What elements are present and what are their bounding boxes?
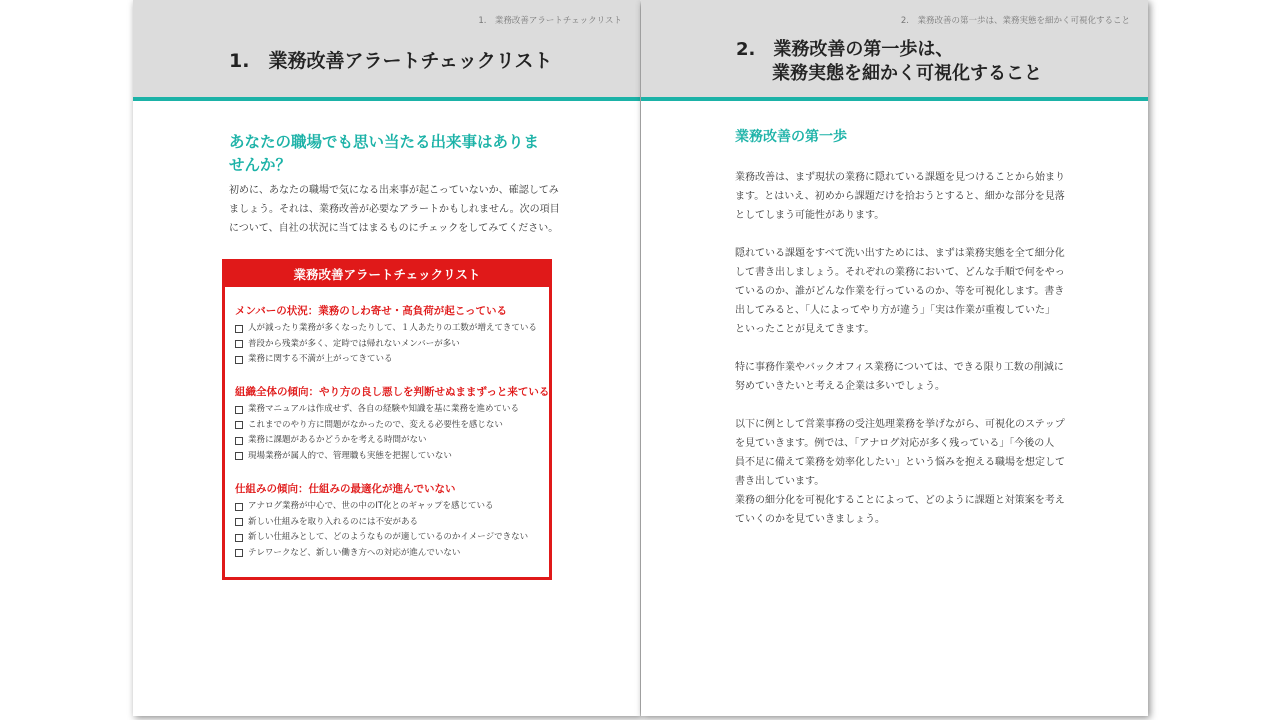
right-running-head: 2. 業務改善の第一歩は、業務実態を細かく可視化すること: [900, 16, 1130, 26]
checklist-item[interactable]: [235, 546, 541, 562]
question-line-2: せんか？: [229, 156, 292, 174]
checkbox-icon[interactable]: [235, 549, 243, 557]
right-page-title: [736, 38, 1042, 86]
checklist-item[interactable]: [235, 499, 541, 515]
left-page-header: [133, 0, 640, 101]
checkbox-icon[interactable]: [235, 503, 243, 511]
checklist-item-label: 人が減ったり業務が多くなったりして、１人あたりの工数が増えてきている: [248, 323, 537, 333]
right-title-line-1: 2. 業務改善の第一歩は、: [736, 39, 954, 60]
checklist-section-organization: [235, 384, 550, 464]
checkbox-icon[interactable]: [235, 518, 243, 526]
paragraph: [735, 168, 1135, 225]
paragraph: [735, 358, 1135, 396]
checklist-section-heading: メンバーの状況：業務のしわ寄せ・高負荷が起こっている: [235, 305, 508, 317]
checklist-item[interactable]: [235, 402, 541, 418]
checkbox-icon[interactable]: [235, 452, 243, 460]
checklist-item-label: アナログ業務が中心で、世の中のIT化とのギャップを感じている: [248, 501, 494, 511]
paragraph-line: 員不足に備えて業務を効率化したい」という悩みを抱える職場を想定して: [735, 457, 1065, 468]
paragraph-line: ます。とはいえ、初めから課題だけを拾おうとすると、細かな部分を見落: [735, 191, 1065, 202]
alert-checklist-box: [222, 259, 552, 580]
checklist-title: 業務改善アラートチェックリスト: [225, 262, 549, 287]
paragraph-line: としてしまう可能性があります。: [735, 210, 885, 221]
paragraph-line: 以下に例として営業事務の受注処理業務を挙げながら、可視化のステップ: [735, 419, 1065, 430]
right-page: [641, 0, 1148, 716]
paragraph-line: といったことが見えてきます。: [735, 324, 875, 335]
right-body: [735, 168, 1135, 529]
checklist-item[interactable]: [235, 433, 541, 449]
checklist-item-label: 業務マニュアルは作成せず、各自の経験や知識を基に業務を進めている: [248, 404, 519, 414]
checkbox-icon[interactable]: [235, 356, 243, 364]
question-line-1: あなたの職場でも思い当たる出来事はありま: [229, 133, 540, 151]
checklist-item[interactable]: [235, 418, 541, 434]
checklist-item[interactable]: [235, 530, 541, 546]
left-intro: [229, 181, 629, 238]
left-question-heading: [229, 131, 539, 177]
right-page-header: [641, 0, 1148, 101]
checklist-item-label: 新しい仕組みを取り入れるのには不安がある: [248, 516, 419, 527]
checklist-section-members: [235, 303, 541, 368]
paragraph-line: 業務改善は、まず現状の業務に隠れている課題を見つけることから始まり: [735, 172, 1065, 183]
checklist-item-label: 業務に課題があるかどうかを考える時間がない: [248, 435, 427, 445]
paragraph-line: ているのか、誰がどんな作業を行っているのか、等を可視化します。書き: [735, 286, 1065, 297]
checkbox-icon[interactable]: [235, 421, 243, 429]
paragraph-line: して書き出しましょう。それぞれの業務において、どんな手順で何をやっ: [735, 267, 1065, 278]
checklist-item[interactable]: [235, 321, 541, 337]
checklist-item-label: 新しい仕組みとして、どのようなものが適しているのかイメージできない: [248, 532, 529, 542]
intro-line: について、自社の状況に当てはまるものにチェックをしてみてください。: [229, 223, 559, 234]
paragraph-line: 出してみると、「人によってやり方が違う」「実は作業が重複していた」: [735, 305, 1055, 316]
checklist-item[interactable]: [235, 449, 541, 465]
paragraph-line: 書き出しています。: [735, 476, 825, 487]
paragraph: [735, 244, 1135, 339]
paragraph-line: ていくのかを見ていきましょう。: [735, 514, 885, 525]
paragraph-line: 努めていきたいと考える企業は多いでしょう。: [735, 381, 945, 392]
left-page-title: 1. 業務改善アラートチェックリスト: [229, 50, 553, 72]
checklist-item-label: テレワークなど、新しい働き方への対応が進んでいない: [248, 547, 461, 558]
checkbox-icon[interactable]: [235, 325, 243, 333]
intro-line: ましょう。それは、業務改善が必要なアラートかもしれません。次の項目: [229, 204, 560, 215]
checklist-item[interactable]: [235, 337, 541, 353]
checklist-item-label: 現場業務が属人的で、管理職も実態を把握していない: [248, 450, 452, 461]
checklist-item[interactable]: [235, 515, 541, 531]
checklist-item-label: 業務に関する不満が上がってきている: [248, 354, 393, 364]
checkbox-icon[interactable]: [235, 437, 243, 445]
checklist-item-label: 普段から残業が多く、定時では帰れないメンバーが多い: [248, 338, 460, 349]
checklist-section-systems: [235, 481, 541, 561]
checklist-section-heading: 仕組みの傾向：仕組みの最適化が進んでいない: [235, 483, 456, 495]
checklist-section-heading: 組織全体の傾向：やり方の良し悪しを判断せぬままずっと来ている: [235, 386, 550, 398]
intro-line: 初めに、あなたの職場で気になる出来事が起こっていないか、確認してみ: [229, 185, 559, 196]
paragraph-line: 隠れている課題をすべて洗い出すためには、まずは業務実態を全て細分化: [735, 248, 1065, 259]
left-running-head: 1. 業務改善アラートチェックリスト: [478, 16, 622, 26]
paragraph: [735, 415, 1135, 529]
paragraph-line: 業務の細分化を可視化することによって、どのように課題と対策案を考え: [735, 495, 1065, 506]
checkbox-icon[interactable]: [235, 534, 243, 542]
checklist-item[interactable]: [235, 352, 541, 368]
checkbox-icon[interactable]: [235, 406, 243, 414]
paragraph-line: 特に事務作業やバックオフィス業務については、できる限り工数の削減に: [735, 362, 1064, 373]
checkbox-icon[interactable]: [235, 340, 243, 348]
right-title-line-2: 業務実態を細かく可視化すること: [772, 63, 1042, 84]
paragraph-line: を見ていきます。例では、「アナログ対応が多く残っている」「今後の人: [735, 438, 1055, 449]
right-subheading: 業務改善の第一歩: [735, 129, 847, 145]
checklist-item-label: これまでのやり方に問題がなかったので、変える必要性を感じない: [248, 419, 503, 430]
